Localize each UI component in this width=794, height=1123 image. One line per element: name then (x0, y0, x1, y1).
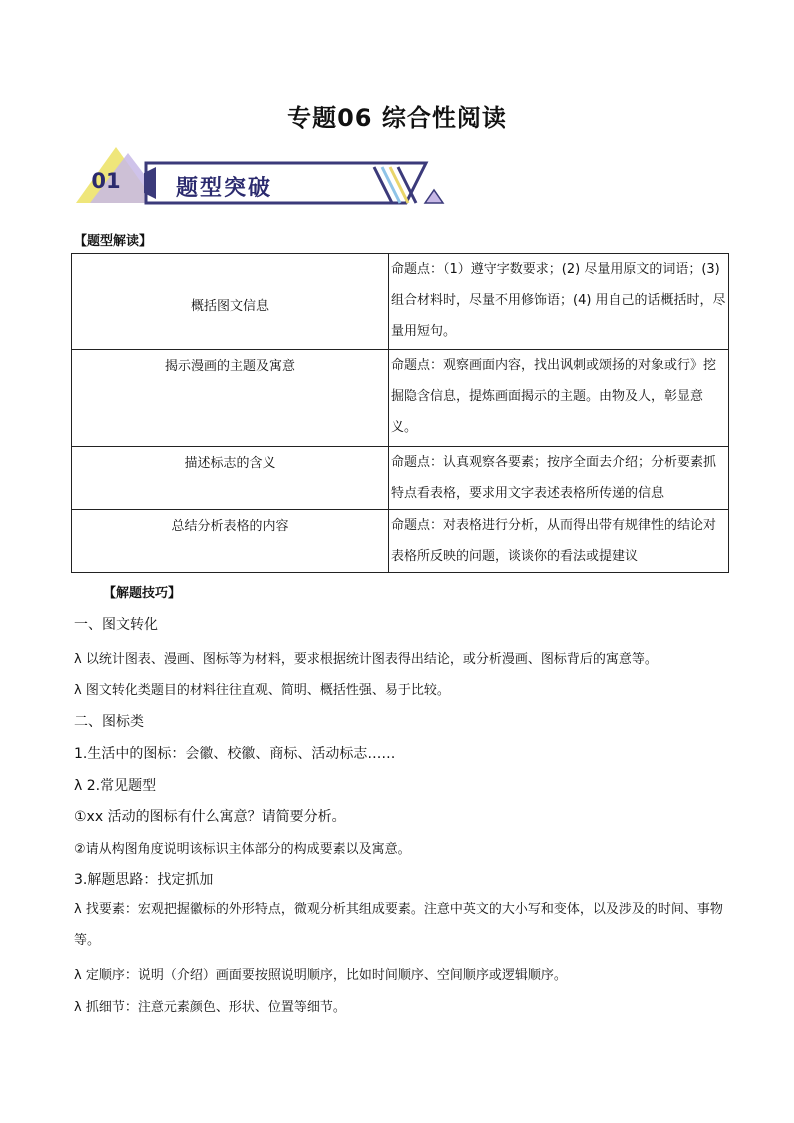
paragraph: ②请从构图角度说明该标识主体部分的构成要素以及寓意。 (74, 842, 411, 857)
heading-text-image-conversion: 一、图文转化 (74, 617, 158, 633)
section-label-question-types: 【题型解读】 (74, 234, 153, 249)
paragraph: 1.生活中的图标：会徽、校徽、商标、活动标志…… (74, 746, 396, 762)
paragraph: λ 定顺序：说明（介绍）画面要按照说明顺序，比如时间顺序、空间顺序或逻辑顺序。 (74, 968, 567, 983)
table-row (72, 447, 729, 510)
heading-icon-type: 二、图标类 (74, 714, 144, 730)
paragraph: ①xx 活动的图标有什么寓意？请简要分析。 (74, 809, 346, 825)
paragraph: 3.解题思路：找定抓加 (74, 872, 214, 888)
table-row (72, 510, 729, 573)
paragraph: λ 图文转化类题目的材料往往直观、简明、概括性强、易于比较。 (74, 683, 450, 698)
table-cell-desc: 命题点：观察画面内容，找出讽刺或颂扬的对象或行》挖掘隐含信息，提炼画面揭示的主题。由物及人，彰显意义。 (389, 350, 729, 447)
banner-number: 01 (91, 169, 121, 193)
table-cell-desc: 命题点：对表格进行分析，从而得出带有规律性的结论对表格所反映的问题，谈谈你的看法或提建议 (389, 510, 729, 573)
table-cell-desc: 命题点：（1）遵守字数要求；(2) 尽量用原文的词语；(3) 组合材料时，尽量不用修饰语；(4) 用自己的话概括时，尽量用短句。 (389, 254, 729, 350)
paragraph: λ 抓细节：注意元素颜色、形状、位置等细节。 (74, 1000, 346, 1015)
question-type-table (71, 253, 729, 573)
table-row (72, 350, 729, 447)
table-cell-type: 揭示漫画的主题及寓意 (72, 350, 389, 447)
table-row (72, 254, 729, 350)
table-cell-desc: 命题点：认真观察各要素；按序全面去介绍；分析要素抓特点看表格，要求用文字表述表格所传递的信息 (389, 447, 729, 510)
paragraph: λ 找要素：宏观把握徽标的外形特点，微观分析其组成要素。注意中英文的大小写和变体，以及涉及的时间、事物等。 (74, 902, 723, 948)
paragraph: λ 2.常见题型 (74, 778, 157, 794)
section-banner (76, 143, 456, 211)
table-cell-type: 描述标志的含义 (72, 447, 389, 510)
section-label-techniques: 【解题技巧】 (103, 586, 182, 601)
table-cell-type: 总结分析表格的内容 (72, 510, 389, 573)
paragraph: λ 以统计图表、漫画、图标等为材料，要求根据统计图表得出结论，或分析漫画、图标背后的寓意等。 (74, 652, 658, 667)
table-cell-type: 概括图文信息 (72, 254, 389, 350)
page-title: 专题06 综合性阅读 (287, 104, 507, 132)
banner-label: 题型突破 (176, 176, 273, 201)
